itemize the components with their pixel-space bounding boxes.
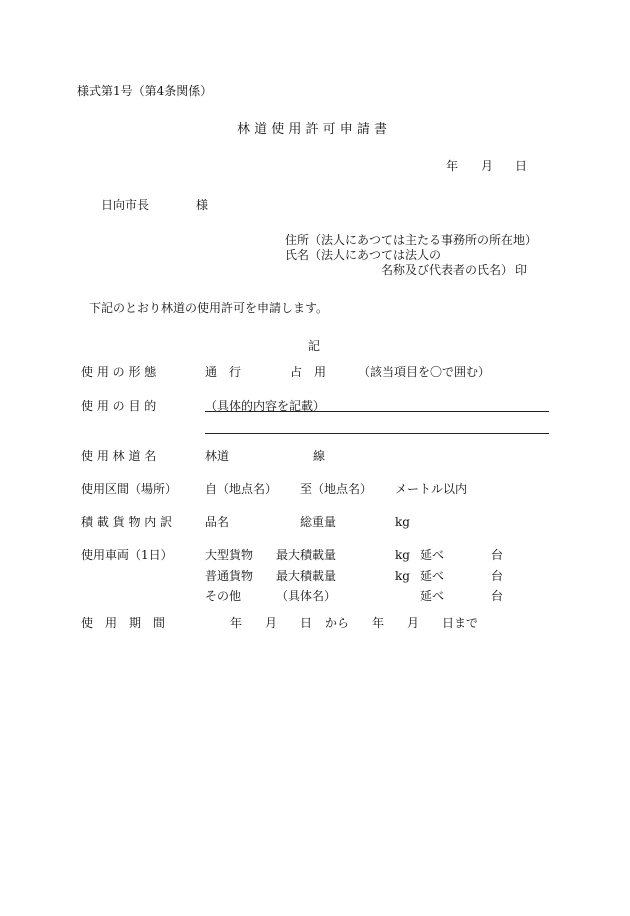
purpose-placeholder: （具体的内容を記載） xyxy=(205,399,326,413)
vehicle-count-unit: 台 xyxy=(491,548,504,562)
road-name-prefix: 林道 xyxy=(205,449,230,463)
addressee-name: 日向市長 xyxy=(101,198,150,212)
applicant-address-label: 住所（法人にあつては主たる事務所の所在地） xyxy=(285,233,538,247)
cargo-item-label: 品名 xyxy=(205,515,230,529)
vehicle-type: その他 xyxy=(205,589,242,603)
applicant-name-label: 氏名（法人にあつては法人の xyxy=(285,248,442,262)
cargo-weight-label: 総重量 xyxy=(300,515,337,529)
usage-type-label: 使 用 の 形 態 xyxy=(81,365,157,379)
period-start-year: 年 xyxy=(230,616,243,630)
vehicle-type: 普通貨物 xyxy=(205,569,254,583)
period-start-day: 日 xyxy=(300,616,313,630)
date-month-label: 月 xyxy=(481,159,494,173)
form-number: 様式第1号（第4条関係） xyxy=(77,84,213,98)
vehicle-count-unit: 台 xyxy=(491,569,504,583)
vehicle-specific-name: （具体名） xyxy=(276,589,337,603)
vehicle-max-load: 最大積載量 xyxy=(276,548,337,562)
purpose-label: 使 用 の 目 的 xyxy=(81,399,157,413)
section-unit: メートル以内 xyxy=(395,482,468,496)
period-label: 使 用 期 間 xyxy=(81,616,166,630)
vehicle-total: 延べ xyxy=(420,569,445,583)
page-title: 林 道 使 用 許 可 申 請 書 xyxy=(237,122,388,137)
vehicle-max-load: 最大積載量 xyxy=(276,569,337,583)
period-from: から xyxy=(325,616,350,630)
cargo-unit: kg xyxy=(395,515,410,529)
road-name-suffix: 線 xyxy=(313,449,326,463)
vehicle-type: 大型貨物 xyxy=(205,548,254,562)
period-end-month: 月 xyxy=(407,616,420,630)
vehicle-total: 延べ xyxy=(420,589,445,603)
ki-heading: 記 xyxy=(308,339,321,353)
road-name-label: 使 用 林 道 名 xyxy=(81,449,157,463)
vehicle-count-unit: 台 xyxy=(491,589,504,603)
section-label: 使用区間（場所） xyxy=(81,482,178,496)
vehicle-total: 延べ xyxy=(420,548,445,562)
period-end-day: 日まで xyxy=(442,616,479,630)
cargo-label: 積 載 貨 物 内 訳 xyxy=(81,515,173,529)
section-from: 自（地点名） xyxy=(205,482,278,496)
period-end-year: 年 xyxy=(372,616,385,630)
date-year-label: 年 xyxy=(446,159,459,173)
period-start-month: 月 xyxy=(265,616,278,630)
purpose-field-line-1[interactable] xyxy=(205,411,549,412)
vehicle-load-unit: kg xyxy=(395,548,410,562)
usage-option-pass[interactable]: 通 行 xyxy=(205,365,242,379)
seal-mark: 印 xyxy=(515,263,528,277)
vehicle-load-unit: kg xyxy=(395,569,410,583)
usage-option-occupy[interactable]: 占 用 xyxy=(290,365,327,379)
usage-type-note: （該当項目を〇で囲む） xyxy=(358,365,491,379)
section-to: 至（地点名） xyxy=(300,482,373,496)
applicant-name-label-cont: 名称及び代表者の氏名） xyxy=(381,263,514,277)
addressee-honorific: 様 xyxy=(196,198,209,212)
vehicles-label: 使用車両（1日） xyxy=(81,548,173,562)
intro-text: 下記のとおり林道の使用許可を申請します。 xyxy=(89,301,329,315)
date-day-label: 日 xyxy=(515,159,528,173)
purpose-field-line-2[interactable] xyxy=(205,433,549,434)
